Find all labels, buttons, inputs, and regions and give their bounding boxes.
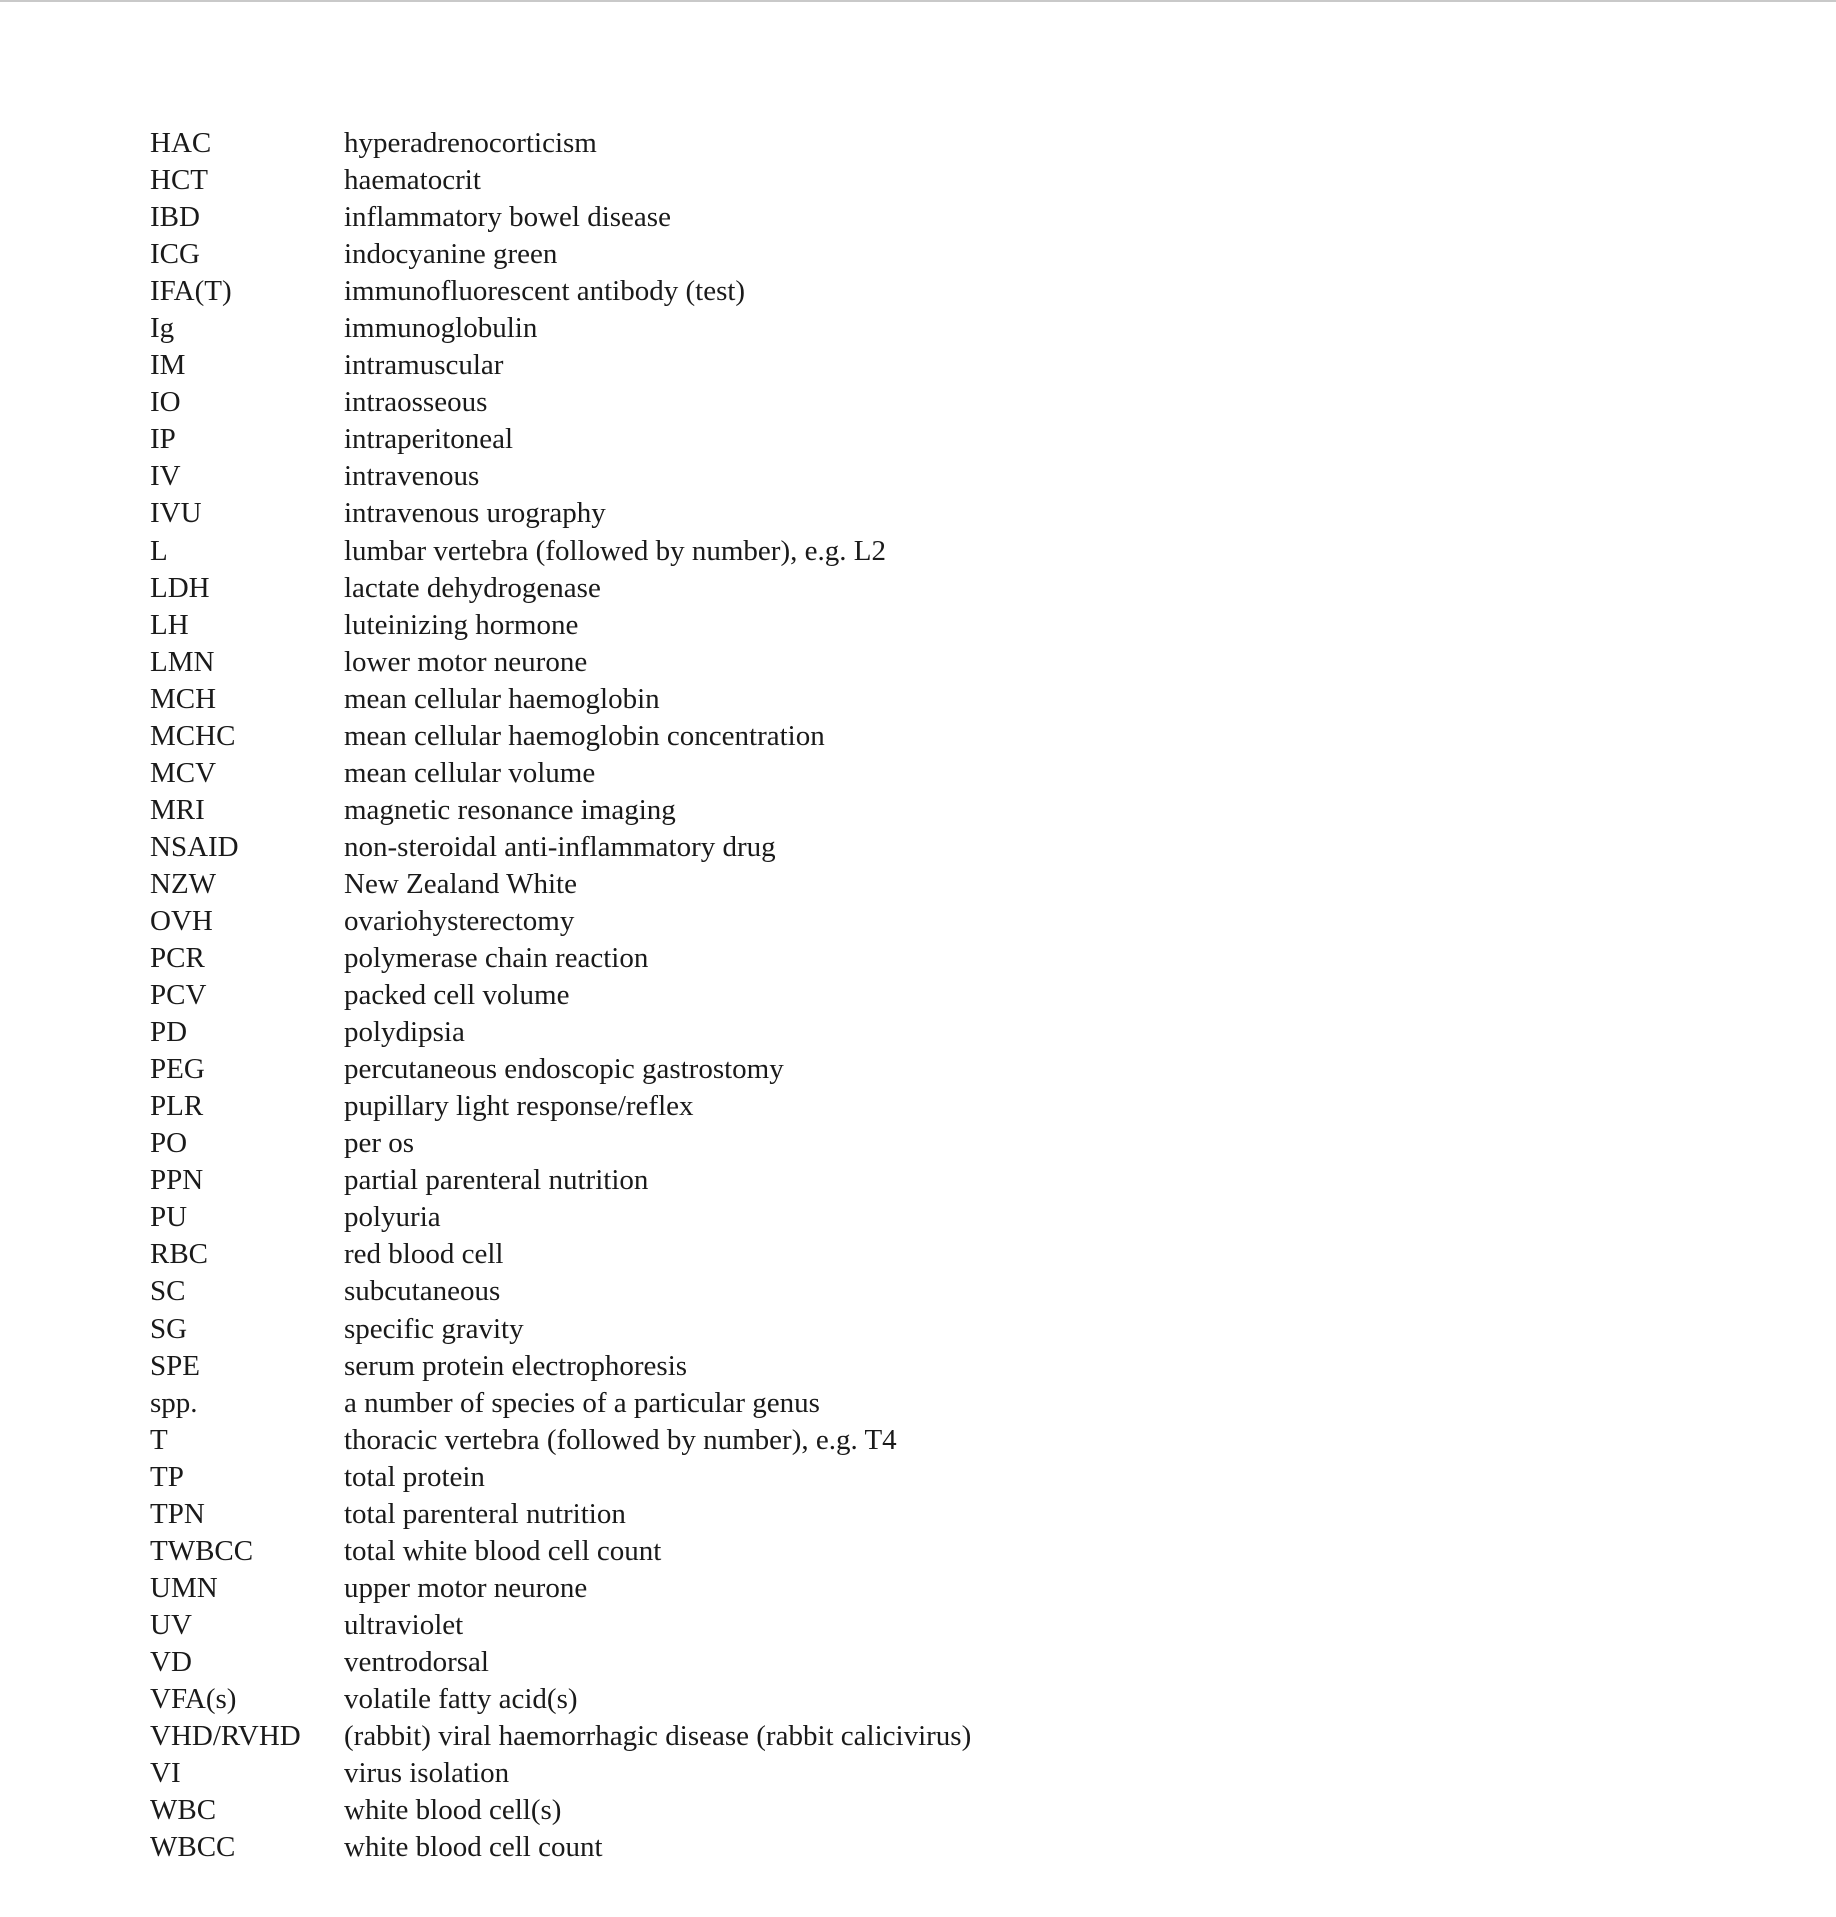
abbreviation-row xyxy=(150,1459,1750,1496)
abbreviation-term: RBC xyxy=(150,1238,209,1271)
abbreviation-row xyxy=(150,1755,1750,1792)
abbreviation-row xyxy=(150,199,1750,236)
abbreviation-definition: per os xyxy=(344,1127,415,1160)
abbreviation-definition: partial parenteral nutrition xyxy=(344,1164,649,1197)
abbreviation-row xyxy=(150,1422,1750,1459)
abbreviation-row xyxy=(150,903,1750,940)
abbreviation-term: VHD/RVHD xyxy=(150,1720,301,1753)
abbreviation-definition: total protein xyxy=(344,1460,485,1493)
abbreviation-term: IBD xyxy=(150,201,200,234)
abbreviation-row xyxy=(150,1014,1750,1051)
abbreviation-row xyxy=(150,125,1750,162)
abbreviation-row xyxy=(150,718,1750,755)
abbreviation-row xyxy=(150,1348,1750,1385)
abbreviation-row xyxy=(150,1199,1750,1236)
abbreviation-definition: mean cellular haemoglobin xyxy=(344,682,660,715)
abbreviation-term: WBCC xyxy=(150,1831,236,1864)
abbreviation-term: MRI xyxy=(150,793,205,826)
abbreviation-row xyxy=(150,1088,1750,1125)
abbreviation-row xyxy=(150,644,1750,681)
abbreviation-term: SPE xyxy=(150,1349,200,1382)
abbreviation-definition: intravenous xyxy=(344,460,480,493)
abbreviation-row xyxy=(150,273,1750,310)
abbreviation-definition: white blood cell count xyxy=(344,1831,603,1864)
abbreviation-definition: indocyanine green xyxy=(344,238,558,271)
abbreviation-definition: haematocrit xyxy=(344,164,481,197)
abbreviation-definition: mean cellular haemoglobin concentration xyxy=(344,719,825,752)
abbreviation-term: IFA(T) xyxy=(150,275,232,308)
abbreviation-row xyxy=(150,236,1750,273)
abbreviation-definition: (rabbit) viral haemorrhagic disease (rabbit calicivirus) xyxy=(344,1720,972,1753)
abbreviation-term: TWBCC xyxy=(150,1534,254,1567)
abbreviation-definition: polyuria xyxy=(344,1201,441,1234)
abbreviation-definition: intraosseous xyxy=(344,386,488,419)
abbreviation-term: ICG xyxy=(150,238,200,271)
abbreviation-row xyxy=(150,570,1750,607)
abbreviation-definition: virus isolation xyxy=(344,1757,510,1790)
abbreviation-definition: volatile fatty acid(s) xyxy=(344,1682,578,1715)
abbreviation-definition: thoracic vertebra (followed by number), e.g. T4 xyxy=(344,1423,897,1456)
abbreviation-definition: specific gravity xyxy=(344,1312,524,1345)
abbreviation-definition: subcutaneous xyxy=(344,1275,501,1308)
abbreviation-row xyxy=(150,1792,1750,1829)
abbreviation-row xyxy=(150,607,1750,644)
abbreviation-term: SC xyxy=(150,1275,186,1308)
abbreviation-definition: non-steroidal anti-inflammatory drug xyxy=(344,830,776,863)
abbreviation-definition: intravenous urography xyxy=(344,497,606,530)
abbreviation-row xyxy=(150,1718,1750,1755)
abbreviation-definition: total white blood cell count xyxy=(344,1534,662,1567)
abbreviation-row xyxy=(150,1570,1750,1607)
abbreviation-term: PLR xyxy=(150,1090,204,1123)
abbreviation-definition: mean cellular volume xyxy=(344,756,596,789)
abbreviation-row xyxy=(150,1162,1750,1199)
abbreviation-definition: serum protein electrophoresis xyxy=(344,1349,688,1382)
abbreviation-row xyxy=(150,495,1750,532)
abbreviation-definition: total parenteral nutrition xyxy=(344,1497,626,1530)
abbreviation-definition: ultraviolet xyxy=(344,1608,464,1641)
abbreviation-term: TPN xyxy=(150,1497,205,1530)
abbreviation-row xyxy=(150,866,1750,903)
abbreviation-definition: red blood cell xyxy=(344,1238,504,1271)
abbreviation-term: IM xyxy=(150,349,186,382)
abbreviation-term: IV xyxy=(150,460,181,493)
abbreviation-term: VD xyxy=(150,1645,192,1678)
abbreviation-term: spp. xyxy=(150,1386,198,1419)
abbreviation-definition: hyperadrenocorticism xyxy=(344,127,597,159)
abbreviation-definition: immunoglobulin xyxy=(344,312,538,345)
abbreviation-row xyxy=(150,1273,1750,1310)
abbreviation-definition: intramuscular xyxy=(344,349,504,382)
abbreviation-row xyxy=(150,977,1750,1014)
abbreviation-definition: white blood cell(s) xyxy=(344,1794,562,1827)
abbreviation-term: PCV xyxy=(150,979,207,1012)
top-border-rule xyxy=(0,0,1836,2)
abbreviation-term: LMN xyxy=(150,645,215,678)
abbreviation-definition: percutaneous endoscopic gastrostomy xyxy=(344,1053,784,1086)
abbreviation-definition: upper motor neurone xyxy=(344,1571,588,1604)
abbreviation-definition: magnetic resonance imaging xyxy=(344,793,676,826)
abbreviation-term: VI xyxy=(150,1757,181,1790)
abbreviation-row xyxy=(150,1607,1750,1644)
abbreviation-definition: polydipsia xyxy=(344,1016,465,1049)
abbreviation-definition: lactate dehydrogenase xyxy=(344,571,601,604)
abbreviation-term: OVH xyxy=(150,904,213,937)
abbreviation-row xyxy=(150,347,1750,384)
abbreviation-row xyxy=(150,310,1750,347)
abbreviation-term: UV xyxy=(150,1608,192,1641)
abbreviation-term: T xyxy=(150,1423,168,1456)
abbreviation-definition: pupillary light response/reflex xyxy=(344,1090,694,1123)
abbreviation-term: IVU xyxy=(150,497,202,530)
abbreviation-term: VFA(s) xyxy=(150,1682,237,1715)
abbreviation-term: HCT xyxy=(150,164,208,197)
abbreviation-term: NZW xyxy=(150,867,217,900)
abbreviation-term: PCR xyxy=(150,942,205,975)
abbreviation-row xyxy=(150,1311,1750,1348)
abbreviation-term: Ig xyxy=(150,312,175,345)
abbreviation-row xyxy=(150,792,1750,829)
abbreviation-row xyxy=(150,458,1750,495)
abbreviation-term: IP xyxy=(150,423,176,456)
abbreviation-definition: inflammatory bowel disease xyxy=(344,201,671,234)
abbreviation-definition: polymerase chain reaction xyxy=(344,942,649,975)
abbreviation-definition: ovariohysterectomy xyxy=(344,904,575,937)
abbreviation-definition: lumbar vertebra (followed by number), e.g. L2 xyxy=(344,534,886,567)
abbreviation-term: MCH xyxy=(150,682,217,715)
abbreviation-definition: immunofluorescent antibody (test) xyxy=(344,275,746,308)
abbreviation-definition: New Zealand White xyxy=(344,867,577,900)
abbreviation-term: PU xyxy=(150,1201,188,1234)
abbreviation-term: TP xyxy=(150,1460,184,1493)
abbreviation-row xyxy=(150,1533,1750,1570)
abbreviation-term: LH xyxy=(150,608,189,641)
abbreviation-term: SG xyxy=(150,1312,188,1345)
abbreviation-row xyxy=(150,940,1750,977)
abbreviation-definition: luteinizing hormone xyxy=(344,608,579,641)
abbreviation-term: PPN xyxy=(150,1164,204,1197)
abbreviation-row xyxy=(150,1681,1750,1718)
abbreviation-term: MCHC xyxy=(150,719,236,752)
abbreviation-row xyxy=(150,1125,1750,1162)
abbreviation-row xyxy=(150,829,1750,866)
abbreviation-row xyxy=(150,533,1750,570)
abbreviation-definition: a number of species of a particular genus xyxy=(344,1386,820,1419)
abbreviation-term: L xyxy=(150,534,168,567)
abbreviation-term: MCV xyxy=(150,756,217,789)
abbreviation-row xyxy=(150,1496,1750,1533)
abbreviation-term: HAC xyxy=(150,127,212,159)
abbreviation-row xyxy=(150,1236,1750,1273)
abbreviation-term: NSAID xyxy=(150,830,239,863)
abbreviation-definition: packed cell volume xyxy=(344,979,570,1012)
abbreviation-term: PEG xyxy=(150,1053,205,1086)
abbreviation-row xyxy=(150,162,1750,199)
abbreviation-row xyxy=(150,384,1750,421)
abbreviation-term: LDH xyxy=(150,571,210,604)
abbreviation-term: WBC xyxy=(150,1794,217,1827)
abbreviation-row xyxy=(150,681,1750,718)
abbreviation-row xyxy=(150,1051,1750,1088)
abbreviation-row xyxy=(150,1829,1750,1866)
abbreviation-term: IO xyxy=(150,386,181,419)
abbreviation-row xyxy=(150,421,1750,458)
abbreviation-term: PO xyxy=(150,1127,188,1160)
abbreviation-definition: ventrodorsal xyxy=(344,1645,489,1678)
abbreviation-list xyxy=(150,125,1750,1866)
abbreviation-row xyxy=(150,1385,1750,1422)
abbreviation-row xyxy=(150,755,1750,792)
abbreviation-definition: intraperitoneal xyxy=(344,423,514,456)
abbreviation-row xyxy=(150,1644,1750,1681)
abbreviation-term: UMN xyxy=(150,1571,218,1604)
abbreviation-term: PD xyxy=(150,1016,188,1049)
abbreviation-definition: lower motor neurone xyxy=(344,645,588,678)
